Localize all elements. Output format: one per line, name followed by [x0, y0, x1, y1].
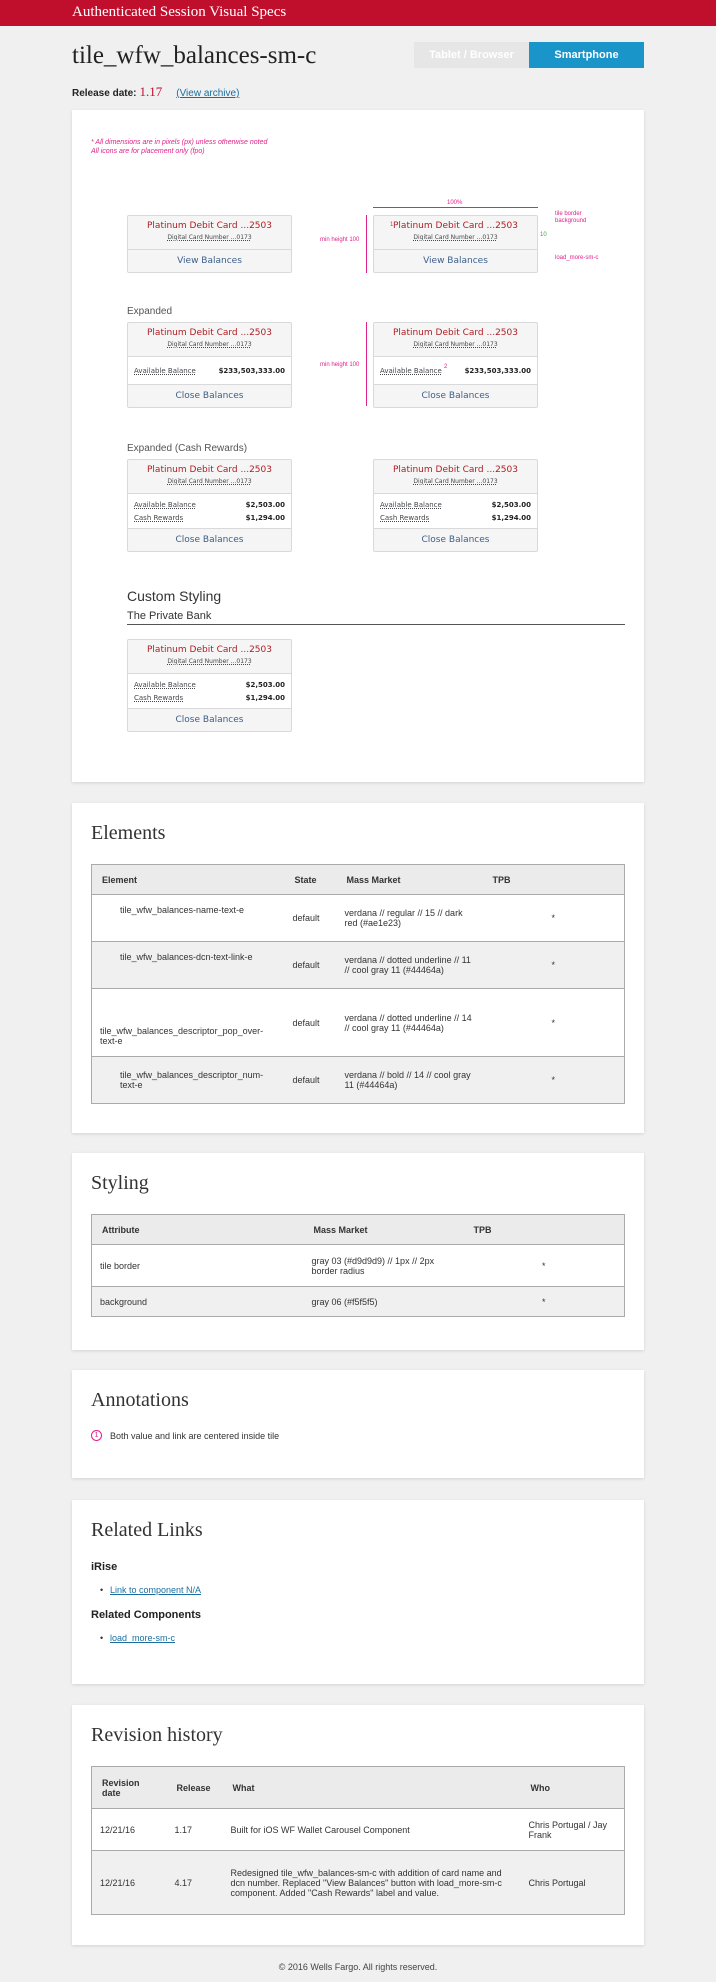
- release-number: 1.17: [139, 84, 163, 99]
- element-name: tile_wfw_balances-dcn-text-link-e: [92, 942, 285, 989]
- revision-history-card: [72, 1705, 644, 1945]
- column-header: What: [223, 1767, 521, 1809]
- close-balances-link[interactable]: Close Balances: [175, 391, 244, 401]
- table-row: [92, 1057, 625, 1104]
- table-row: [92, 1809, 625, 1851]
- elements-heading: Elements: [91, 822, 166, 844]
- annotation-item: [91, 1430, 279, 1441]
- available-balance-value: $2,503.00: [245, 500, 285, 509]
- revision-who: Chris Portugal: [521, 1851, 625, 1915]
- element-state: default: [285, 942, 337, 989]
- element-state: default: [285, 1057, 337, 1104]
- tile-card-name: Platinum Debit Card ...2503: [393, 221, 518, 231]
- revision-release: 1.17: [167, 1809, 223, 1851]
- tile-card-name: Platinum Debit Card ...2503: [147, 221, 272, 231]
- element-tpb: *: [483, 1057, 625, 1104]
- column-header: Element: [92, 865, 285, 895]
- element-mass-market: verdana // bold // 14 // cool gray 11 (#44464a): [337, 1057, 483, 1104]
- cash-rewards-row: [134, 511, 285, 524]
- tile-dcn[interactable]: Digital Card Number ...0173: [167, 234, 252, 241]
- site-title: Authenticated Session Visual Specs: [72, 4, 287, 20]
- min-height-label: min height 100: [320, 237, 360, 243]
- revision-release: 4.17: [167, 1851, 223, 1915]
- tile-header: [128, 323, 291, 357]
- tile-header: [374, 216, 537, 250]
- close-balances-link[interactable]: Close Balances: [421, 535, 490, 545]
- balance-tile-collapsed-annotated: [373, 215, 538, 273]
- attribute-name: tile border: [92, 1245, 304, 1287]
- tile-border-label: tile border: [555, 211, 582, 217]
- element-state: default: [285, 895, 337, 942]
- spec-note-dimensions: * All dimensions are in pixels (px) unless otherwise noted: [91, 139, 268, 146]
- available-balance-value: $2,503.00: [491, 500, 531, 509]
- balance-row: [380, 498, 531, 511]
- cash-rewards-row: [380, 511, 531, 524]
- element-tpb: *: [483, 942, 625, 989]
- tile-balance-rows: [374, 494, 537, 529]
- cash-rewards-label[interactable]: Cash Rewards: [134, 693, 184, 702]
- revision-history-heading: Revision history: [91, 1724, 223, 1746]
- available-balance-label[interactable]: Available Balance: [134, 500, 196, 509]
- available-balance-value: $233,503,333.00: [218, 366, 285, 375]
- view-balances-link[interactable]: View Balances: [177, 256, 242, 266]
- attribute-tpb: *: [464, 1287, 625, 1317]
- table-row: [92, 942, 625, 989]
- element-mass-market: verdana // regular // 15 // dark red (#ae1e23): [337, 895, 483, 942]
- element-tpb: *: [483, 895, 625, 942]
- annotation-marker-1: 1: [390, 222, 394, 228]
- element-name: tile_wfw_balances_descriptor_num-text-e: [92, 1057, 285, 1104]
- close-balances-link[interactable]: Close Balances: [175, 715, 244, 725]
- spec-note-icons: All icons are for placement only (fpo): [91, 148, 205, 155]
- close-balances-link[interactable]: Close Balances: [421, 391, 490, 401]
- balance-tile-cash-rewards: [127, 459, 292, 552]
- element-mass-market: verdana // dotted underline // 14 // cool gray 11 (#44464a): [337, 989, 483, 1057]
- cash-rewards-value: $1,294.00: [491, 513, 531, 522]
- irise-heading: iRise: [91, 1561, 118, 1573]
- tile-card-name: Platinum Debit Card ...2503: [147, 465, 272, 475]
- tile-balance-rows: [374, 357, 537, 385]
- table-header-row: [92, 1767, 625, 1809]
- balance-row: [134, 364, 285, 377]
- site-header: [0, 0, 716, 26]
- view-balances-link[interactable]: View Balances: [423, 256, 488, 266]
- balance-tile-cash-rewards-annotated: [373, 459, 538, 552]
- table-header-row: [92, 865, 625, 895]
- attribute-name: background: [92, 1287, 304, 1317]
- cash-rewards-value: $1,294.00: [245, 693, 285, 702]
- available-balance-value: $2,503.00: [245, 680, 285, 689]
- tile-dcn[interactable]: Digital Card Number ...0173: [167, 341, 252, 348]
- column-header: Attribute: [92, 1215, 304, 1245]
- annotations-card: [72, 1370, 644, 1478]
- tile-balance-rows: [128, 674, 291, 709]
- height-dimension-line: [366, 322, 367, 406]
- balance-row: [380, 364, 531, 377]
- private-bank-heading: The Private Bank: [127, 610, 212, 622]
- tile-card-name: Platinum Debit Card ...2503: [147, 645, 272, 655]
- annotation-marker-2: 2: [444, 364, 448, 370]
- column-header: TPB: [483, 865, 625, 895]
- section-label-expanded: Expanded: [127, 306, 173, 317]
- elements-table: [91, 864, 625, 1104]
- revision-table: [91, 1766, 625, 1915]
- revision-date: 12/21/16: [92, 1809, 167, 1851]
- attribute-mass-market: gray 06 (#f5f5f5): [304, 1287, 464, 1317]
- min-height-label: min height 100: [320, 362, 360, 368]
- balance-row: [134, 498, 285, 511]
- styling-table: [91, 1214, 625, 1317]
- related-components-heading: Related Components: [91, 1609, 202, 1621]
- table-row: [92, 1245, 625, 1287]
- tile-dcn[interactable]: Digital Card Number ...0173: [167, 658, 252, 665]
- column-header: Mass Market: [304, 1215, 464, 1245]
- spec-card: [72, 110, 644, 782]
- styling-heading: Styling: [91, 1172, 149, 1194]
- column-header: Revision date: [92, 1767, 167, 1809]
- tile-dcn[interactable]: Digital Card Number ...0173: [413, 341, 498, 348]
- element-name: tile_wfw_balances_descriptor_pop_over-text-e: [92, 989, 285, 1057]
- revision-what: Built for iOS WF Wallet Carousel Component: [223, 1809, 521, 1851]
- tile-header: [128, 216, 291, 250]
- tile-balance-rows: [128, 494, 291, 529]
- irise-link[interactable]: • Link to component N/A: [110, 1585, 201, 1595]
- related-links-heading: Related Links: [91, 1519, 203, 1541]
- tile-card-name: Platinum Debit Card ...2503: [393, 328, 518, 338]
- table-row: [92, 1287, 625, 1317]
- column-header: State: [285, 865, 337, 895]
- release-info: [72, 84, 239, 100]
- table-header-row: [92, 1215, 625, 1245]
- close-balances-link[interactable]: Close Balances: [175, 535, 244, 545]
- available-balance-label[interactable]: Available Balance: [380, 366, 442, 375]
- column-header: Mass Market: [337, 865, 483, 895]
- revision-date: 12/21/16: [92, 1851, 167, 1915]
- footer-copyright: © 2016 Wells Fargo. All rights reserved.: [278, 1962, 438, 1972]
- view-archive-link[interactable]: (View archive): [176, 88, 240, 99]
- revision-who: Chris Portugal / Jay Frank: [521, 1809, 625, 1851]
- tile-header: [374, 323, 537, 357]
- balance-tile-private-bank: [127, 639, 292, 732]
- annotations-heading: Annotations: [91, 1389, 189, 1411]
- release-label: Release date:: [72, 88, 137, 99]
- elements-card: [72, 803, 644, 1133]
- element-mass-market: verdana // dotted underline // 11 // cool gray 11 (#44464a): [337, 942, 483, 989]
- tile-balance-rows: [128, 357, 291, 385]
- tile-dcn[interactable]: Digital Card Number ...0173: [413, 234, 498, 241]
- element-tpb: *: [483, 989, 625, 1057]
- tile-dcn[interactable]: Digital Card Number ...0173: [167, 478, 252, 485]
- load-more-label: load_more-sm-c: [555, 255, 599, 261]
- tile-card-name: Platinum Debit Card ...2503: [393, 465, 518, 475]
- spec-notes: [91, 138, 267, 156]
- element-name: tile_wfw_balances-name-text-e: [92, 895, 285, 942]
- element-state: default: [285, 989, 337, 1057]
- column-header: Release: [167, 1767, 223, 1809]
- height-dimension-line: [366, 215, 367, 273]
- component-link[interactable]: • load_more-sm-c: [110, 1633, 175, 1643]
- balance-row: [134, 678, 285, 691]
- width-label: 100%: [447, 200, 463, 206]
- cash-rewards-value: $1,294.00: [245, 513, 285, 522]
- width-dimension-line: [373, 207, 538, 208]
- attribute-mass-market: gray 03 (#d9d9d9) // 1px // 2px border radius: [304, 1245, 464, 1287]
- related-links-card: [72, 1500, 644, 1684]
- tile-header: [128, 640, 291, 674]
- available-balance-label[interactable]: Available Balance: [134, 366, 196, 375]
- styling-card: [72, 1153, 644, 1350]
- column-header: Who: [521, 1767, 625, 1809]
- tile-header: [128, 460, 291, 494]
- available-balance-label[interactable]: Available Balance: [134, 680, 196, 689]
- tile-header: [374, 460, 537, 494]
- table-row: [92, 989, 625, 1057]
- tab-smartphone[interactable]: Smartphone: [529, 42, 644, 68]
- padding-ten-label: 10: [540, 232, 547, 238]
- cash-rewards-label[interactable]: Cash Rewards: [134, 513, 184, 522]
- attribute-tpb: *: [464, 1245, 625, 1287]
- annotation-text: Both value and link are centered inside tile: [110, 1430, 280, 1441]
- balance-tile-collapsed: [127, 215, 292, 273]
- private-bank-divider: [127, 624, 625, 625]
- background-label: background: [555, 218, 587, 224]
- column-header: TPB: [464, 1215, 625, 1245]
- annotation-number-icon: 1: [91, 1430, 102, 1441]
- custom-styling-heading: Custom Styling: [127, 588, 222, 604]
- tab-tablet-browser[interactable]: Tablet / Browser: [414, 42, 529, 68]
- available-balance-label[interactable]: Available Balance: [380, 500, 442, 509]
- tile-dcn[interactable]: Digital Card Number ...0173: [413, 478, 498, 485]
- table-row: [92, 1851, 625, 1915]
- revision-what: Redesigned tile_wfw_balances-sm-c with addition of card name and dcn number. Replaced "View Balances" button with load_more-sm-c component. Added "Cash Rewards" label and value.: [223, 1851, 521, 1915]
- device-toggle[interactable]: [414, 42, 644, 68]
- table-row: [92, 895, 625, 942]
- balance-tile-expanded: [127, 322, 292, 408]
- balance-tile-expanded-annotated: [373, 322, 538, 408]
- tile-card-name: Platinum Debit Card ...2503: [147, 328, 272, 338]
- page-title: tile_wfw_balances-sm-c: [72, 42, 317, 69]
- cash-rewards-row: [134, 691, 285, 704]
- section-label-cash-rewards: Expanded (Cash Rewards): [127, 443, 248, 454]
- cash-rewards-label[interactable]: Cash Rewards: [380, 513, 430, 522]
- available-balance-value: $233,503,333.00: [464, 366, 531, 375]
